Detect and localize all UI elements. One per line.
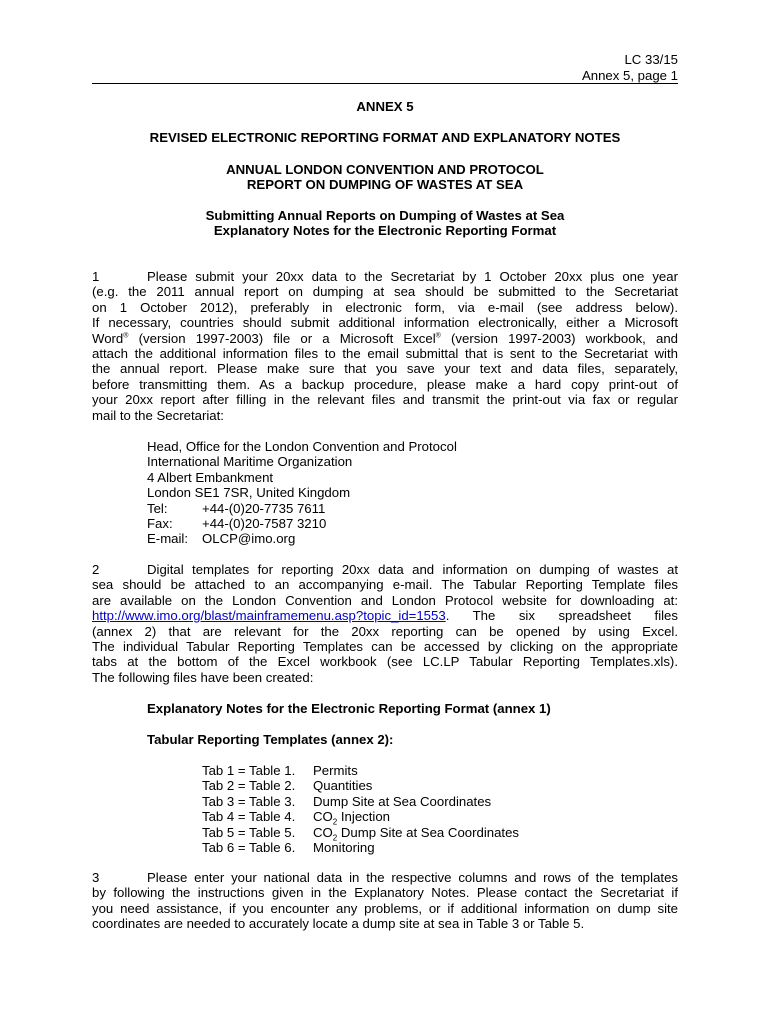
list-item: Tab 2 = Table 2. Quantities — [202, 778, 373, 794]
subtitle-line-3: Submitting Annual Reports on Dumping of Wastes at Sea — [205, 208, 565, 223]
paragraph-1: 1 Please submit your 20xx data to the Secretariat by 1 October 20xx plus one year (e.g. the 2011 annual report on dumping at sea should be submitted to the Secretariat on 1 October 2012), preferably in electronic form, via e-mail (see address below). If necessary, countries should submit additional information electronically, either a Microsoft Word® (version 1997-2003) file or a Microsoft Excel® (version 1997-2003) workbook, and attach the additional information files to the email submittal that is sent to the Secretariat with the annual report. Please make sure that you save your text and data files, separately, before transmitting them. As a backup procedure, please make a hard copy print-out of your 20xx report after filling in the relevant files and transmit the print-out via fax or regular mail to the Secretariat: — [92, 269, 678, 423]
page-header — [582, 52, 678, 84]
fax: Fax: +44-(0)20-7587 3210 — [147, 516, 327, 532]
email: E-mail: OLCP@imo.org — [147, 531, 296, 547]
paragraph-3: 3 Please enter your national data in the respective columns and rows of the templates by following the instructions given in the Explanatory Notes. Please contact the Secretariat if you need assistance, if you encounter any problems, or if additional information on dump site coordinates are needed to accurately locate a dump site at sea in Table 3 or Table 5. — [92, 870, 678, 932]
annex-title: ANNEX 5 — [356, 99, 414, 114]
header-rule — [92, 83, 678, 84]
subtitle-line-4: Explanatory Notes for the Electronic Reporting Format — [213, 223, 557, 238]
address-line: London SE1 7SR, United Kingdom — [147, 485, 351, 501]
tabular-templates-heading: Tabular Reporting Templates (annex 2): — [147, 732, 394, 747]
address-line: International Maritime Organization — [147, 454, 353, 470]
paragraph-number: 3 — [92, 870, 100, 885]
list-item: Tab 5 = Table 5. $CO_2$ Dump Site at Sea Coordinates — [202, 824, 520, 843]
page-reference: Annex 5, page 1 — [581, 68, 678, 83]
tabs-list — [202, 763, 519, 855]
main-title: REVISED ELECTRONIC REPORTING FORMAT AND EXPLANATORY NOTES — [149, 130, 621, 145]
registered-mark: ® — [435, 332, 441, 340]
address-line: 4 Albert Embankment — [147, 469, 274, 485]
document-reference: LC 33/15 — [624, 52, 678, 67]
address-line: Head, Office for the London Convention and Protocol — [147, 439, 457, 454]
paragraph-number: 1 — [92, 269, 100, 284]
paragraph-2: 2 Digital templates for reporting 20xx data and information on dumping of wastes at sea should be attached to an accompanying e-mail. The Tabular Reporting Template files are available on the London Convention and London Protocol website for downloading at: http://www.imo.org/blast/mainframemenu.asp?topic_id=1553. The six spreadsheet files (annex 2) that are relevant for the 20xx reporting can be opened by using Excel. The individual Tabular Reporting Templates can be accessed by clicking on the appropriate tabs at the bottom of the Excel workbook (see LC.LP Tabular Reporting Templates.xls). The following files have been created: — [92, 562, 678, 685]
list-item: Tab 4 = Table 4. $CO_2$ Injection — [202, 809, 391, 827]
paragraph-number: 2 — [92, 562, 100, 577]
list-item: Tab 6 = Table 6. Monitoring — [202, 840, 375, 856]
explanatory-notes-heading: Explanatory Notes for the Electronic Reporting Format (annex 1) — [147, 701, 551, 716]
address-block — [147, 439, 457, 547]
list-item: Tab 1 = Table 1. Permits — [202, 763, 358, 778]
subtitle-line-2: REPORT ON DUMPING OF WASTES AT SEA — [246, 177, 524, 192]
subtitle-line-1: ANNUAL LONDON CONVENTION AND PROTOCOL — [226, 162, 544, 177]
list-item: Tab 3 = Table 3. Dump Site at Sea Coordinates — [202, 793, 492, 809]
registered-mark: ® — [123, 332, 129, 340]
telephone: Tel: +44-(0)20-7735 7611 — [147, 500, 326, 516]
website-link[interactable]: http://www.imo.org/blast/mainframemenu.asp?topic_id=1553 — [92, 608, 446, 624]
